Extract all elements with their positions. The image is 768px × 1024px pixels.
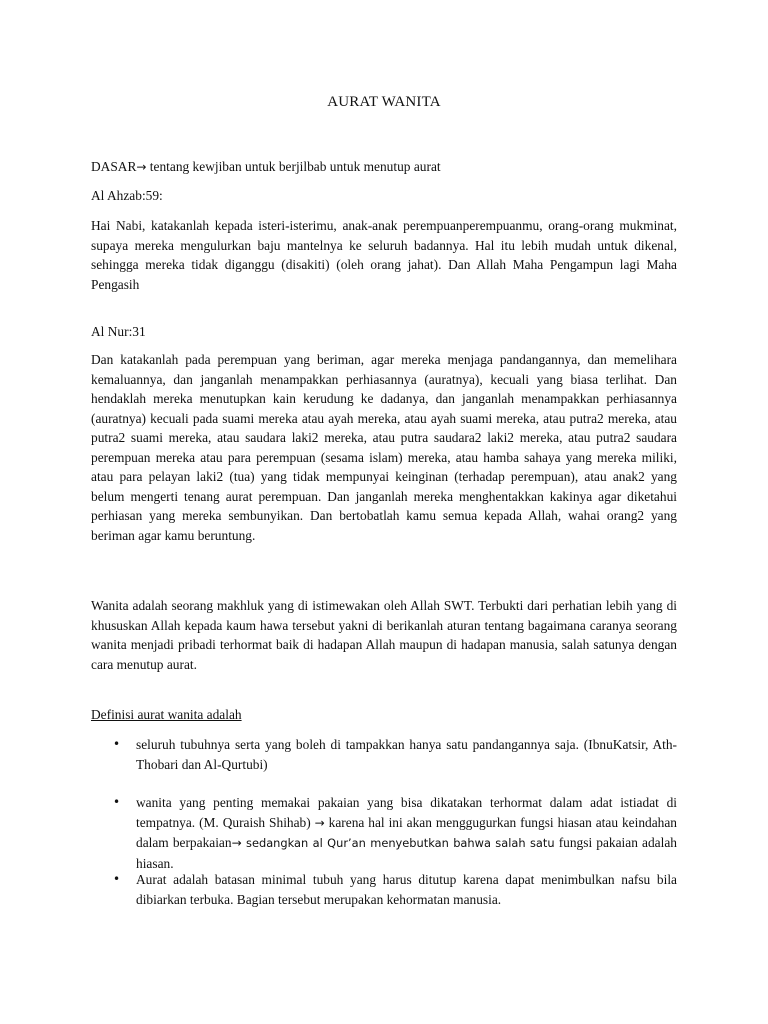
bullet-text-part: karena hal ini akan menggugurkan fungsi hiasan atau keindahan dalam berpakaian	[136, 814, 677, 850]
intro-paragraph: Wanita adalah seorang makhluk yang di istimewakan oleh Allah SWT. Terbukti dari perhatian lebih yang di khususkan Allah kepada kaum hawa tersebut yakni di berikanlah aturan tentang bagaimana caranya seorang wanita menjadi pribadi terhormat baik di hadapan Allah maupun di hadapan manusia, salah satunya dengan cara menutup aurat.	[91, 598, 677, 672]
bullet-icon: •	[113, 737, 121, 751]
bullet-text: seluruh tubuhnya serta yang boleh di tampakkan hanya satu pandangannya saja. (IbnuKatsir, Ath-Thobari dan Al-Qurtubi)	[136, 737, 677, 772]
bullet-text-part: wanita yang penting memakai pakaian yang bisa dikatakan terhormat dalam adat istiadat di tempatnya. (M. Quraish Shihab)	[136, 795, 677, 830]
bullet-text	[136, 793, 677, 873]
arrow-right-icon: →	[136, 160, 147, 174]
bullet-icon: •	[113, 795, 121, 809]
arrow-right-icon: →	[231, 836, 242, 850]
bullet-text: Aurat adalah batasan minimal tubuh yang harus ditutup karena dapat menimbulkan nafsu bila dibiarkan terbuka. Bagian tersebut merupakan kehormatan manusia.	[136, 872, 677, 907]
nur-paragraph: Dan katakanlah pada perempuan yang beriman, agar mereka menjaga pandangannya, dan memelihara kemaluannya, dan janganlah menampakkan perhiasannya (auratnya), kecuali yang biasa terlihat. Dan hendaklah mereka menutupkan kain kerudung ke dadanya, dan janganlah menampakkan perhiasannya (auratnya) kecuali pada suami mereka atau ayah mereka, atau ayah suami mereka, atau putra2 mereka, atau putra2 suami mereka, atau saudara laki2 mereka, atau putra saudara2 laki2 mereka, atau putra2 saudara perempuan mereka atau para perempuan (sesama islam) mereka, atau hamba sahaya yang mereka miliki, atau para pelayan laki2 (tua) yang tidak mempunyai keinginan (terhadap perempuan), atau anak2 yang belum mengerti tenang aurat perempuan. Dan janganlah mereka menghentakkan kakinya agar diketahui perhiasan yang mereka sembunyikan. Dan bertobatlah kamu semua kepada Allah, wahai orang2 yang beriman agar kamu beruntung.	[91, 352, 677, 543]
ahzab-ref: Al Ahzab:59:	[91, 188, 163, 203]
bullet-text-part: sedangkan al Qur’an menyebutkan bahwa salah satu	[241, 836, 555, 850]
bullet-icon: •	[113, 872, 121, 886]
arrow-right-icon: →	[314, 815, 325, 830]
nur-ref: Al Nur:31	[91, 324, 146, 339]
document-title: AURAT WANITA	[327, 94, 441, 110]
definisi-heading: Definisi aurat wanita adalah	[91, 707, 242, 722]
bullet-text-part: fungsi pakaian adalah hiasan.	[136, 835, 677, 871]
ahzab-paragraph: Hai Nabi, katakanlah kepada isteri-isterimu, anak-anak perempuanperempuanmu, orang-orang mukminat, supaya mereka mengulurkan baju mantelnya ke seluruh badannya. Hal itu lebih mudah untuk dikenal, sehingga mereka tidak diganggu (disakiti) (oleh orang jahat). Dan Allah Maha Pengampun lagi Maha Pengasih	[91, 218, 677, 292]
dasar-label: DASAR	[91, 159, 137, 174]
dasar-text: tentang kewjiban untuk berjilbab untuk menutup aurat	[146, 159, 441, 174]
dasar-line	[91, 157, 677, 178]
